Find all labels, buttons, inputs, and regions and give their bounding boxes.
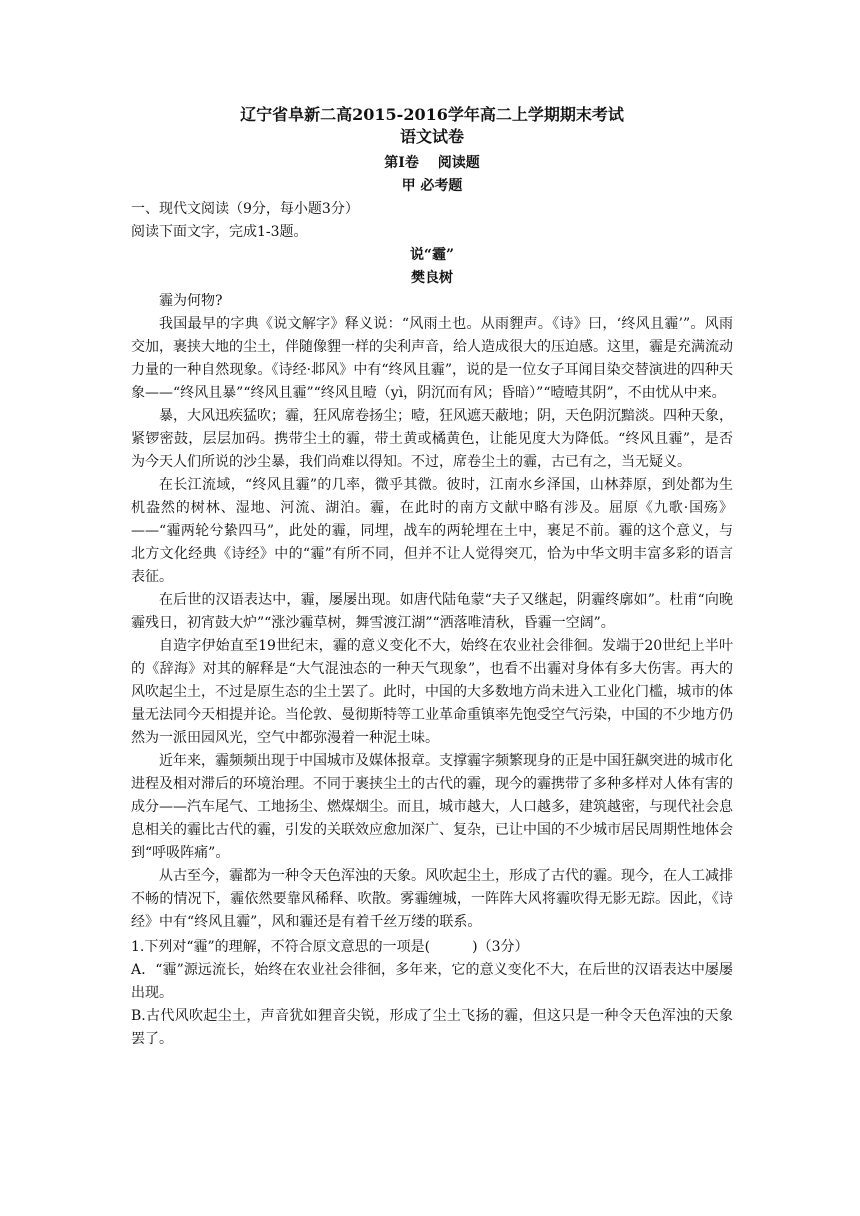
article-paragraph: 从古至今，霾都为一种令天色浑浊的天象。风吹起尘土，形成了古代的霾。现今，在人工减排不畅的情况下，霾依然要靠风稀释、吹散。雾霾缠城，一阵阵大风将霾吹得无影无踪。因此，《诗经》中有“终风且霾”，风和霾还是有着千丝万缕的联系。 — [131, 868, 733, 930]
exam-subtitle: 语文试卷 — [399, 127, 464, 146]
section-instruction: 阅读下面文字，完成1-3题。 — [131, 224, 308, 240]
article-paragraph: 我国最早的字典《说文解字》释义说：“风雨土也。从雨貍声。《诗》曰，‘终风且霾’”。风雨交加，裹挟大地的尘土，伴随像貍一样的尖利声音，给人造成很大的压迫感。这里，霾是充满流动力量的一种自然现象。《诗经·邶风》中有“终风且霾”，说的是一位女子耳闻目染交替演进的四种天象——“终风且暴”“终风且霾”“终风且曀（yì，阴沉而有风；昏暗）”“曀曀其阴”，不由忧从中来。 — [131, 316, 733, 401]
article-paragraph: 暴，大风迅疾猛吹；霾，狂风席卷扬尘；曀，狂风遮天蔽地；阴，天色阴沉黯淡。四种天象，紧锣密鼓，层层加码。携带尘土的霾，带土黄或橘黄色，让能见度大为降低。“终风且霾”，是否为今天人们所说的沙尘暴，我们尚难以得知。不过，席卷尘土的霾，古已有之，当无疑义。 — [131, 408, 733, 470]
volume-heading: 第Ⅰ卷 阅读题 — [384, 155, 480, 171]
article-title: 说“霾” — [409, 247, 455, 263]
article-paragraph: 在长江流域，“终风且霾”的几率，微乎其微。彼时，江南水乡泽国，山林莽原，到处都为生机盎然的树林、湿地、河流、湖泊。霾，在此时的南方文献中略有涉及。屈原《九歌·国殇》——“霾两轮兮絷四马”，此处的霾，同埋，战车的两轮埋在土中，裹足不前。霾的这个意义，与北方文化经典《诗经》中的“霾”有所不同，但并不让人觉得突兀，恰为中华文明丰富多彩的语言表征。 — [131, 477, 733, 585]
exam-title: 辽宁省阜新二高2015-2016学年高二上学期期末考试 — [240, 105, 624, 124]
article-paragraph: 霾为何物? — [159, 293, 223, 309]
question-option-b: B.古代风吹起尘土，声音犹如狸音尖锐，形成了尘土飞扬的霾，但这只是一种令天色浑浊的天象罢了。 — [131, 1008, 733, 1047]
article-paragraph: 自造字伊始直至19世纪末，霾的意义变化不大，始终在农业社会徘徊。发端于20世纪上半叶的《辞海》对其的解释是“大气混浊态的一种天气现象”，也看不出霾对身体有多大伤害。再大的风吹起尘土，不过是原生态的尘土罢了。此时，中国的大多数地方尚未进入工业化门槛，城市的体量无法同今天相提并论。当伦敦、曼彻斯特等工业革命重镇率先饱受空气污染，中国的不少地方仍然为一派田园风光，空气中都弥漫着一种泥土味。 — [131, 638, 733, 746]
article-author: 樊良树 — [411, 270, 453, 286]
question-stem: 1.下列对“霾”的理解，不符合原文意思的一项是( )（3分） — [131, 939, 529, 955]
question-option-a: A．“霾”源远流长，始终在农业社会徘徊，多年来，它的意义变化不大，在后世的汉语表达中屡屡出现。 — [131, 962, 733, 1001]
section-heading: 一、现代文阅读（9分，每小题3分） — [131, 201, 359, 217]
article-paragraph: 近年来，霾频频出现于中国城市及媒体报章。支撑霾字频繁现身的正是中国狂飙突进的城市化进程及相对滞后的环境治理。不同于裹挟尘土的古代的霾，现今的霾携带了多种多样对人体有害的成分——汽车尾气、工地扬尘、燃煤烟尘。而且，城市越大，人口越多，建筑越密，与现代社会息息相关的霾比古代的霾，引发的关联效应愈加深广、复杂，已让中国的不少城市居民周期性地体会到“呼吸阵痛”。 — [131, 753, 733, 861]
article-paragraph: 在后世的汉语表达中，霾，屡屡出现。如唐代陆龟蒙“夫子又继起，阴霾终廓如”。杜甫“向晚霾残日，初宵鼓大炉”“涨沙霾草树，舞雪渡江湖”“洒落唯清秋，昏霾一空阔”。 — [131, 592, 733, 631]
exam-page — [131, 104, 733, 1051]
part-heading: 甲 必考题 — [401, 178, 463, 194]
